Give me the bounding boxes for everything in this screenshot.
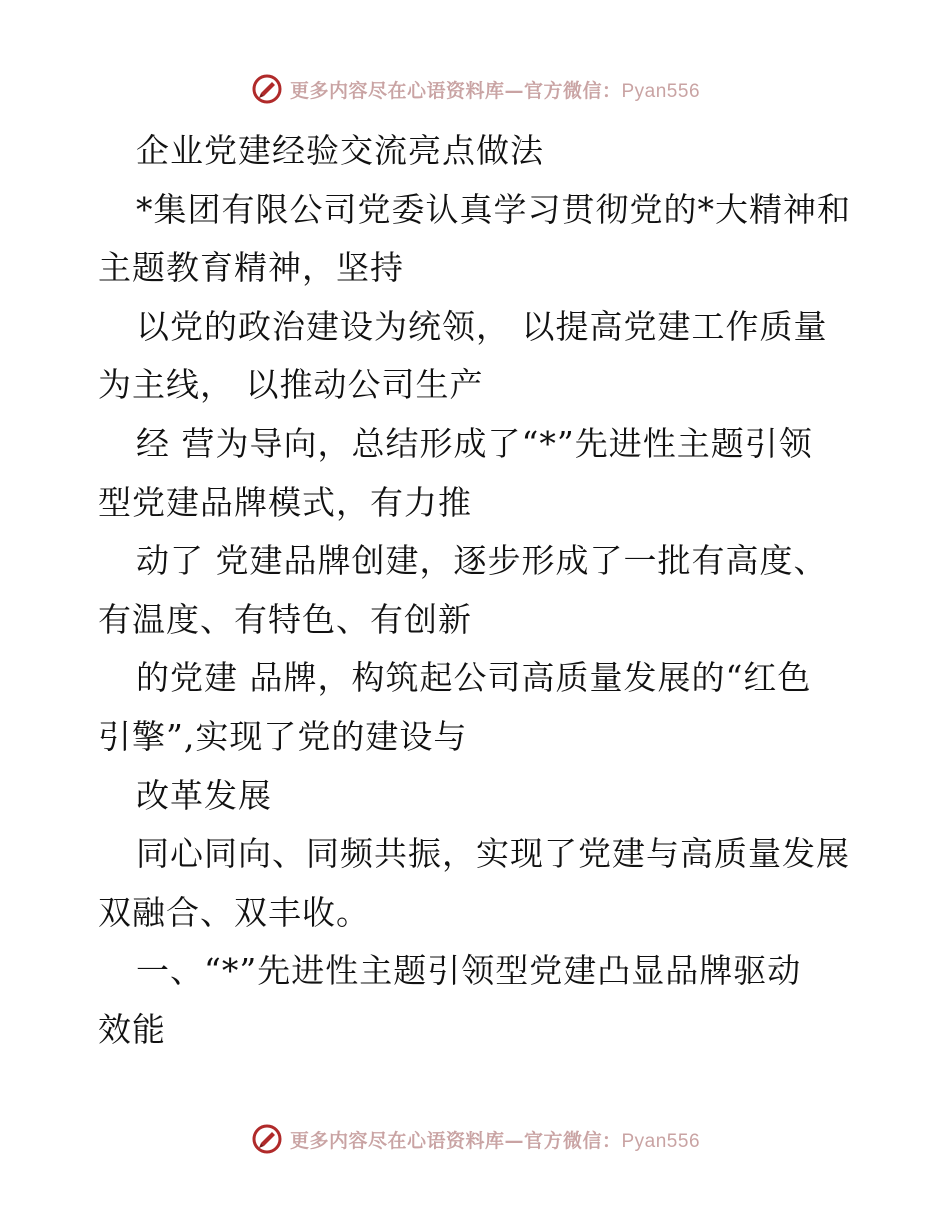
watermark-text: 更多内容尽在心语资料库—官方微信：Pyan556 [289, 1129, 701, 1152]
document-body [98, 122, 868, 1060]
section-heading: 一、“*”先进性主题引领型党建凸显品牌驱动 [136, 951, 802, 991]
paragraph-line: 有温度、有特色、有创新 [98, 599, 472, 639]
header-watermark [0, 72, 950, 106]
section-heading-continued: 效能 [98, 1009, 166, 1049]
paragraph-line: 以党的政治建设为统领， 以提高党建工作质量 [136, 306, 828, 346]
heart-pen-logo-icon [250, 1122, 284, 1156]
paragraph-line: 的党建 品牌，构筑起公司高质量发展的“红色 [136, 658, 812, 698]
doc-title: 企业党建经验交流亮点做法 [136, 131, 544, 170]
watermark-text: 更多内容尽在心语资料库—官方微信：Pyan556 [289, 79, 701, 102]
heart-pen-logo-icon [250, 72, 284, 106]
paragraph-line: 引擎”,实现了党的建设与 [98, 716, 468, 756]
paragraph-line: 双融合、双丰收。 [98, 892, 370, 932]
paragraph-line: *集团有限公司党委认真学习贯彻党的*大精神和 [136, 189, 851, 229]
paragraph-line: 为主线， 以推动公司生产 [98, 365, 484, 405]
paragraph-line: 主题教育精神，坚持 [98, 248, 404, 288]
footer-watermark [0, 1122, 950, 1156]
paragraph-line: 动了 党建品牌创建，逐步形成了一批有高度、 [136, 541, 828, 581]
paragraph-line: 改革发展 [136, 775, 272, 815]
paragraph-line: 经 营为导向，总结形成了“*”先进性主题引领 [136, 423, 813, 463]
paragraph-line: 同心同向、同频共振，实现了党建与高质量发展 [136, 834, 850, 874]
paragraph-line: 型党建品牌模式，有力推 [98, 482, 472, 522]
